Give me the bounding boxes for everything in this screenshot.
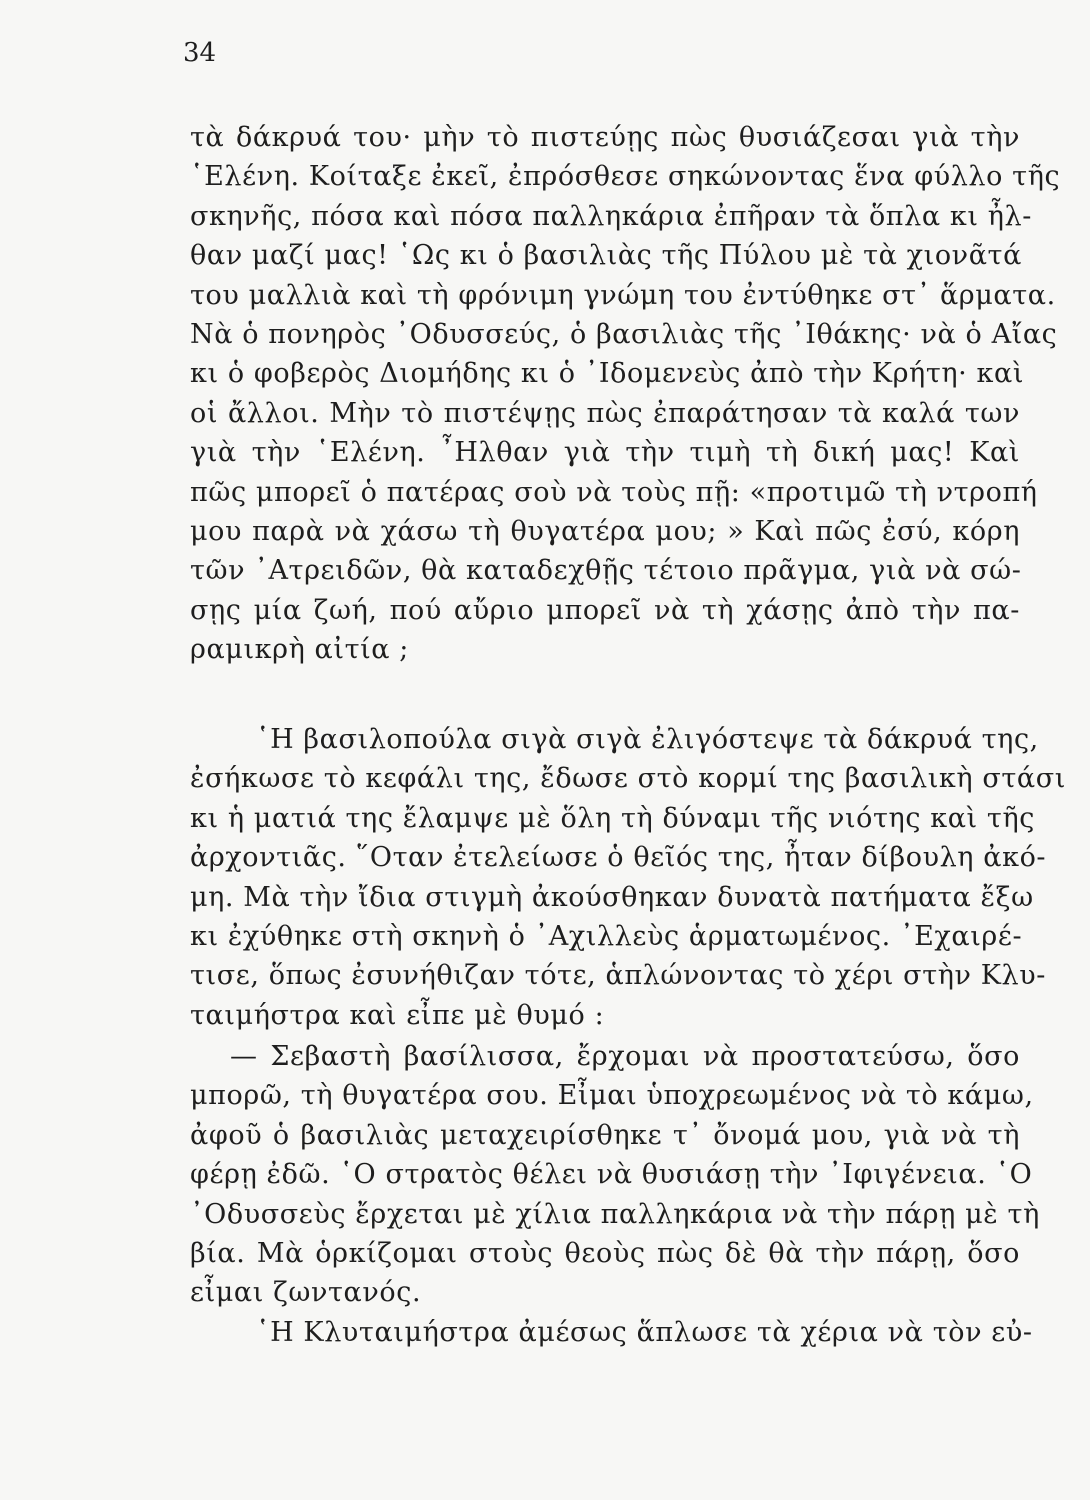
text-line: σῃς μία ζωή, πού αὔριο μπορεῖ νὰ τὴ χάσῃς ἀπὸ τὴν πα- — [190, 594, 1020, 626]
paragraph-2 — [190, 720, 1066, 1035]
text-line: εἶμαι ζωντανός. — [190, 1277, 422, 1309]
text-line: οἱ ἄλλοι. Μὴν τὸ πιστέψῃς πὼς ἐπαράτησαν τὰ καλά των — [190, 397, 1020, 429]
text-line: του μαλλιὰ καὶ τὴ φρόνιμη γνώμη του ἐντύθηκε στ᾿ ἅρματα. — [190, 279, 1056, 311]
text-line: Νὰ ὁ πονηρὸς ᾿Οδυσσεύς, ὁ βασιλιὰς τῆς ᾿Ιθάκης· νὰ ὁ Αἴας — [190, 319, 1058, 351]
text-line: ᾿Οδυσσεὺς ἔρχεται μὲ χίλια παλληκάρια νὰ τὴν πάρῃ μὲ τὴ — [190, 1198, 1040, 1230]
paragraph-3 — [190, 1037, 1040, 1313]
text-line: μου παρὰ νὰ χάσω τὴ θυγατέρα μου; » Καὶ πῶς ἐσύ, κόρη — [190, 516, 1020, 548]
text-line: ἀρχοντιᾶς. ῞Οταν ἐτελείωσε ὁ θεῖός της, ἦταν δίβουλη ἀκό- — [190, 842, 1047, 874]
text-line: ἐσήκωσε τὸ κεφάλι της, ἔδωσε στὸ κορμί της βασιλικὴ στάσι — [190, 763, 1066, 795]
page-number: 34 — [183, 38, 217, 68]
text-line: τὰ δάκρυά του· μὴν τὸ πιστεύῃς πὼς θυσιάζεσαι γιὰ τὴν — [190, 122, 1020, 153]
text-line: τῶν ᾿Ατρειδῶν, θὰ καταδεχθῇς τέτοιο πρᾶγμα, γιὰ νὰ σώ- — [190, 555, 1022, 587]
text-line: σκηνῆς, πόσα καὶ πόσα παλληκάρια ἐπῆραν τὰ ὅπλα κι ἦλ- — [190, 200, 1032, 232]
text-line: μπορῶ, τὴ θυγατέρα σου. Εἶμαι ὑποχρεωμένος νὰ τὸ κάμω, — [190, 1080, 1034, 1112]
paragraph-1 — [190, 118, 1061, 670]
text-line: φέρῃ ἐδῶ. ῾Ο στρατὸς θέλει νὰ θυσιάσῃ τὴν ᾿Ιφιγένεια. ῾Ο — [190, 1159, 1033, 1191]
text-line: κι ὁ φοβερὸς Διομήδης κι ὁ ᾿Ιδομενεὺς ἀπὸ τὴν Κρήτη· καὶ — [190, 358, 1025, 390]
text-line: θαν μαζί μας! ῾Ως κι ὁ βασιλιὰς τῆς Πύλου μὲ τὰ χιονᾶτά — [190, 240, 1022, 272]
text-line: κι ἡ ματιά της ἔλαμψε μὲ ὅλη τὴ δύναμι τῆς νιότης καὶ τῆς — [190, 802, 1035, 834]
text-line: τισε, ὅπως ἐσυνήθιζαν τότε, ἁπλώνοντας τὸ χέρι στὴν Κλυ- — [190, 960, 1046, 992]
text-line: ταιμήστρα καὶ εἶπε μὲ θυμό : — [190, 999, 605, 1031]
text-line: ἀφοῦ ὁ βασιλιὰς μεταχειρίσθηκε τ᾿ ὄνομά μου, γιὰ νὰ τὴ — [190, 1119, 1020, 1151]
text-line: βία. Μὰ ὁρκίζομαι στοὺς θεοὺς πὼς δὲ θὰ τὴν πάρῃ, ὅσο — [190, 1238, 1020, 1270]
text-line: κι ἐχύθηκε στὴ σκηνὴ ὁ ᾿Αχιλλεὺς ἁρματωμένος. ᾿Εχαιρέ- — [190, 921, 1023, 953]
text-line: μη. Μὰ τὴν ἴδια στιγμὴ ἀκούσθηκαν δυνατὰ πατήματα ἔξω — [190, 881, 1034, 913]
text-line: γιὰ τὴν ῾Ελένη. ῏Ηλθαν γιὰ τὴν τιμὴ τὴ δική μας! Καὶ — [190, 437, 1020, 469]
text-line: ῾Η Κλυταιμήστρα ἀμέσως ἅπλωσε τὰ χέρια νὰ τὸν εὐ- — [256, 1317, 1033, 1348]
text-line: πῶς μπορεῖ ὁ πατέρας σοὺ νὰ τοὺς πῇ: «προτιμῶ τὴ ντροπή — [190, 476, 1038, 508]
text-line: — Σεβαστὴ βασίλισσα, ἔρχομαι νὰ προστατεύσω, ὅσο — [230, 1041, 1020, 1072]
text-line: ραμικρὴ αἰτία ; — [190, 634, 410, 666]
paragraph-4 — [190, 1313, 1033, 1352]
text-line: ῾Ελένη. Κοίταξε ἐκεῖ, ἐπρόσθεσε σηκώνοντας ἕνα φύλλο τῆς — [190, 161, 1061, 193]
text-line: ῾Η βασιλοπούλα σιγὰ σιγὰ ἐλιγόστεψε τὰ δάκρυά της, — [256, 724, 1039, 755]
